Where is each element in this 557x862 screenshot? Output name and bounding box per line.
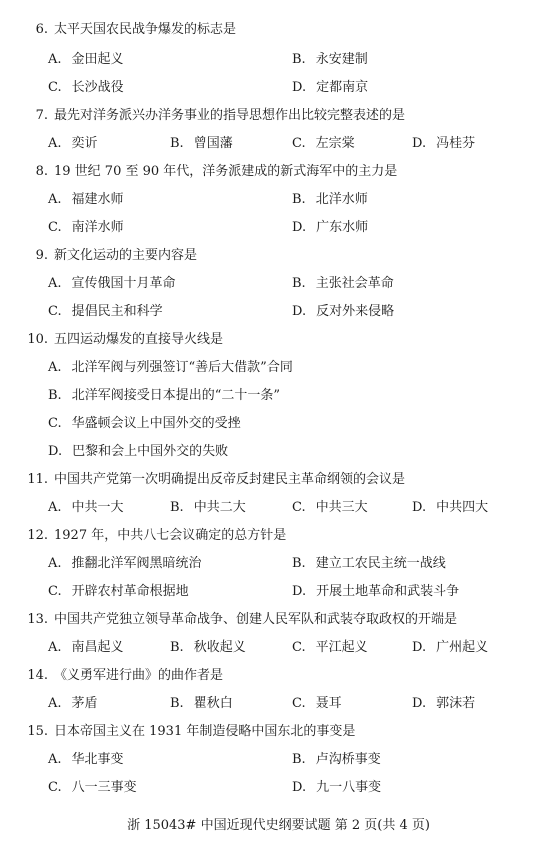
option: A. 宣传俄国十月革命 [48, 276, 176, 291]
option: D. 九一八事变 [292, 780, 382, 795]
option: C. 聂耳 [292, 696, 342, 711]
question-text: 最先对洋务派兴办洋务事业的指导思想作出比较完整表述的是 [54, 108, 406, 123]
option: C. 平江起义 [292, 640, 368, 655]
option: A. 奕䜣 [48, 136, 98, 151]
question-stem [30, 108, 405, 124]
option: A. 南昌起义 [48, 640, 124, 655]
option: A. 华北事变 [48, 752, 124, 767]
option: A. 茅盾 [48, 696, 98, 711]
question-number: 12. [27, 528, 48, 543]
question-text: 1927 年，中共八七会议确定的总方针是 [54, 528, 287, 543]
option: C. 开辟农村革命根据地 [48, 584, 189, 599]
option: C. 华盛顿会议上中国外交的受挫 [48, 416, 241, 431]
question-text: 日本帝国主义在 1931 年制造侵略中国东北的事变是 [54, 724, 356, 739]
option: B. 中共二大 [170, 500, 246, 515]
option: B. 主张社会革命 [292, 276, 394, 291]
option: A. 北洋军阀与列强签订“善后大借款”合同 [48, 360, 293, 375]
option: D. 定都南京 [292, 80, 369, 95]
option: B. 瞿秋白 [170, 696, 233, 711]
page-footer: 浙 15043# 中国近现代史纲要试题 第 2 页(共 4 页) [127, 818, 430, 833]
question-text: 《义勇军进行曲》的曲作者是 [54, 668, 224, 683]
question-text: 太平天国农民战争爆发的标志是 [54, 22, 237, 37]
option: D. 广东水师 [292, 220, 369, 235]
option: C. 八一三事变 [48, 780, 137, 795]
question-number: 9. [35, 248, 48, 263]
option: D. 郭沫若 [412, 696, 476, 711]
question-number: 11. [27, 472, 48, 487]
option: B. 卢沟桥事变 [292, 752, 381, 767]
option: C. 左宗棠 [292, 136, 355, 151]
option: B. 建立工农民主统一战线 [292, 556, 446, 571]
question-text: 中国共产党第一次明确提出反帝反封建民主革命纲领的会议是 [54, 472, 406, 487]
option: A. 中共一大 [48, 500, 124, 515]
option: D. 中共四大 [412, 500, 489, 515]
question-stem [30, 248, 197, 264]
question-number: 6. [35, 22, 48, 37]
option: D. 冯桂芬 [412, 136, 476, 151]
option: C. 中共三大 [292, 500, 368, 515]
option: A. 推翻北洋军阀黑暗统治 [48, 556, 202, 571]
option: B. 曾国藩 [170, 136, 233, 151]
question-text: 19 世纪 70 至 90 年代，洋务派建成的新式海军中的主力是 [54, 164, 398, 179]
question-number: 15. [27, 724, 48, 739]
question-number: 10. [27, 332, 48, 347]
question-stem [24, 612, 457, 628]
option: D. 开展土地革命和武装斗争 [292, 584, 460, 599]
question-text: 新文化运动的主要内容是 [54, 248, 198, 263]
question-stem [30, 22, 236, 38]
option: D. 广州起义 [412, 640, 489, 655]
question-stem [24, 472, 405, 488]
option: D. 巴黎和会上中国外交的失败 [48, 444, 229, 459]
question-text: 中国共产党独立领导革命战争、创建人民军队和武装夺取政权的开端是 [54, 612, 458, 627]
question-stem [24, 724, 355, 740]
question-number: 8. [35, 164, 48, 179]
option: B. 北洋水师 [292, 192, 368, 207]
option: C. 提倡民主和科学 [48, 304, 163, 319]
question-stem [24, 332, 223, 348]
option: B. 北洋军阀接受日本提出的“二十一条” [48, 388, 280, 403]
option: C. 南洋水师 [48, 220, 124, 235]
question-text: 五四运动爆发的直接导火线是 [54, 332, 224, 347]
option: A. 金田起义 [48, 52, 124, 67]
question-number: 7. [35, 108, 48, 123]
question-number: 13. [27, 612, 48, 627]
option: B. 永安建制 [292, 52, 368, 67]
question-stem [30, 164, 397, 180]
question-stem [24, 668, 223, 684]
question-number: 14. [27, 668, 48, 683]
option: B. 秋收起义 [170, 640, 246, 655]
option: C. 长沙战役 [48, 80, 124, 95]
option: D. 反对外来侵略 [292, 304, 395, 319]
question-stem [24, 528, 286, 544]
option: A. 福建水师 [48, 192, 124, 207]
